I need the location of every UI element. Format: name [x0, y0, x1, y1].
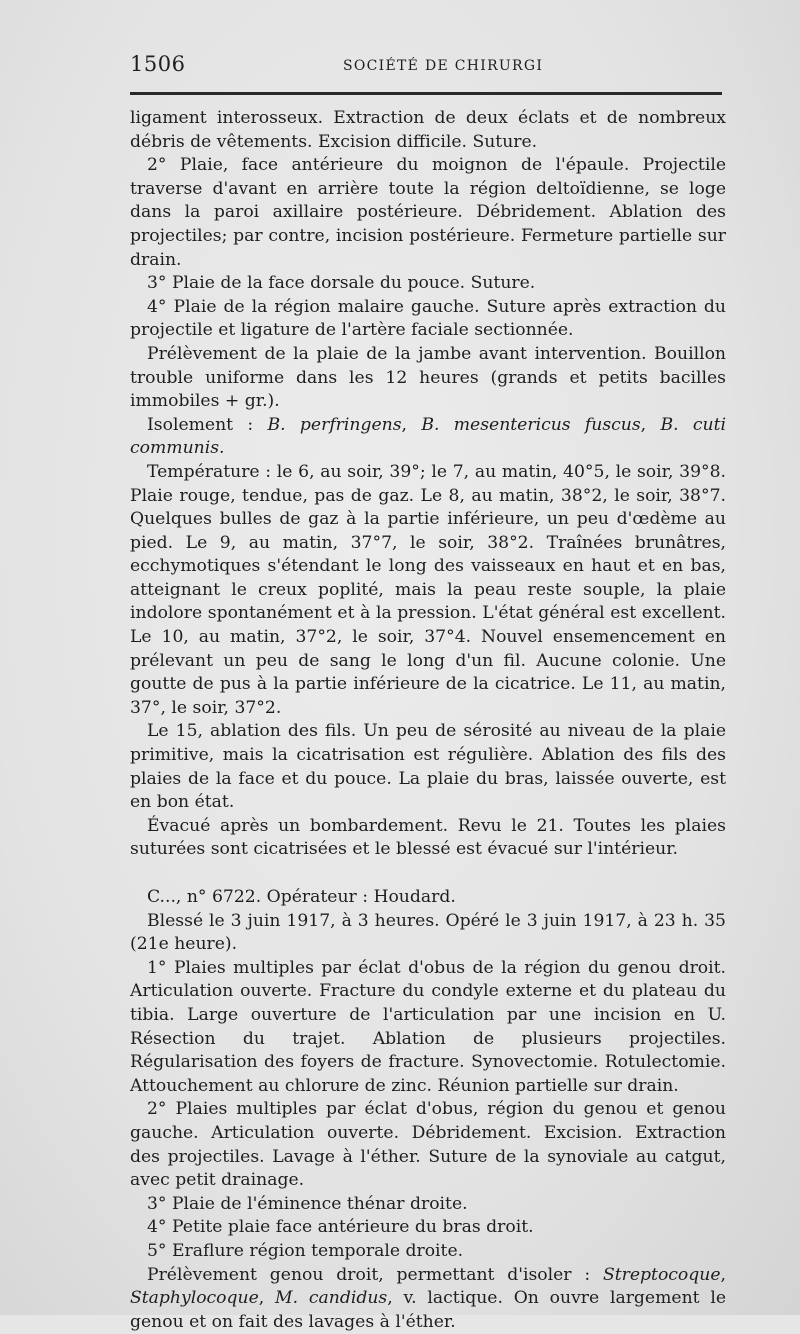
- isolation-label: Isolement :: [147, 415, 268, 435]
- running-title: SOCIÉTÉ DE CHIRURGI: [343, 58, 543, 74]
- case2-injury: Blessé le 3 juin 1917, à 3 heures. Opéré le 3 juin 1917, à 23 h. 35 (21e heure).: [130, 910, 726, 957]
- header-rule: [130, 92, 722, 95]
- case2-heading: C..., n° 6722. Opérateur : Houdard.: [130, 886, 726, 910]
- isolation-species-3: B. cuti communis.: [130, 415, 726, 459]
- case1-evacuation: Évacué après un bombardement. Revu le 21. Toutes les plaies suturées sont cicatrisées et le blessé est évacué sur l'intérieur.: [130, 815, 726, 862]
- isolation-species-2: B. mesentericus fuscus: [421, 415, 640, 435]
- case2-wound-1: 1° Plaies multiples par éclat d'obus de la région du genou droit. Articulation ouverte. Fracture du condyle externe et du plateau du tibia. Large ouverture de l'articulation par une incision en U. Résection du trajet. Ablation de plusieurs projectiles. Régularisation des foyers de fracture. Synovectomie. Rotulectomie. Attouchement au chlorure de zinc. Réunion partielle sur drain.: [130, 957, 726, 1099]
- case2-wound-4: 4° Petite plaie face antérieure du bras droit.: [130, 1216, 726, 1240]
- case1-day-15: Le 15, ablation des fils. Un peu de sérosité au niveau de la plaie primitive, mais la cicatrisation est régulière. Ablation des fils des plaies de la face et du pouce. La plaie du bras, laissée ouverte, est en bon état.: [130, 720, 726, 814]
- case1-wound-4: 4° Plaie de la région malaire gauche. Suture après extraction du projectile et ligature de l'artère faciale sectionnée.: [130, 296, 726, 343]
- case2-wound-5: 5° Eraflure région temporale droite.: [130, 1240, 726, 1264]
- case1-isolation: Isolement : B. perfringens, B. mesentericus fuscus, B. cuti communis.: [130, 414, 726, 461]
- species-streptocoque: Streptocoque: [603, 1265, 721, 1285]
- species-staphylocoque: Staphylocoque: [130, 1288, 259, 1308]
- case1-continuation: ligament interosseux. Extraction de deux éclats et de nombreux débris de vêtements. Excision difficile. Suture.: [130, 107, 726, 154]
- species-m-candidus: M. candidus: [275, 1288, 387, 1308]
- case2-wound-2: 2° Plaies multiples par éclat d'obus, région du genou et genou gauche. Articulation ouverte. Débridement. Excision. Extraction des projectiles. Lavage à l'éther. Suture de la synoviale au catgut, avec petit drainage.: [130, 1098, 726, 1192]
- case2-sampling: Prélèvement genou droit, permettant d'isoler : Streptocoque, Staphylocoque, M. candidus, v. lactique. On ouvre largement le genou et on fait des lavages à l'éther.: [130, 1264, 726, 1334]
- isolation-species-1: B. perfringens: [268, 415, 402, 435]
- body-text: [130, 107, 726, 1334]
- case1-wound-2: 2° Plaie, face antérieure du moignon de l'épaule. Projectile traverse d'avant en arrière toute la région deltoïdienne, se loge dans la paroi axillaire postérieure. Débridement. Ablation des projectiles; par contre, incision postérieure. Fermeture partielle sur drain.: [130, 154, 726, 272]
- case1-sampling: Prélèvement de la plaie de la jambe avant intervention. Bouillon trouble uniforme dans les 12 heures (grands et petits bacilles immobiles + gr.).: [130, 343, 726, 414]
- page-number: 1506: [130, 52, 185, 76]
- page-header: [130, 52, 722, 82]
- case1-temperature: Température : le 6, au soir, 39°; le 7, au matin, 40°5, le soir, 39°8. Plaie rouge, tendue, pas de gaz. Le 8, au matin, 38°2, le soir, 38°7. Quelques bulles de gaz à la partie inférieure, un peu d'œdème au pied. Le 9, au matin, 37°7, le soir, 38°2. Traînées brunâtres, ecchymotiques s'étendant le long des vaisseaux en haut et en bas, atteignant le creux poplité, mais la peau reste souple, la plaie indolore spontanément et à la pression. L'état général est excellent. Le 10, au matin, 37°2, le soir, 37°4. Nouvel ensemencement en prélevant un peu de sang le long d'un fil. Aucune colonie. Une goutte de pus à la partie inférieure de la cicatrice. Le 11, au matin, 37°, le soir, 37°2.: [130, 461, 726, 721]
- case2-wound-3: 3° Plaie de l'éminence thénar droite.: [130, 1193, 726, 1217]
- case1-wound-3: 3° Plaie de la face dorsale du pouce. Suture.: [130, 272, 726, 296]
